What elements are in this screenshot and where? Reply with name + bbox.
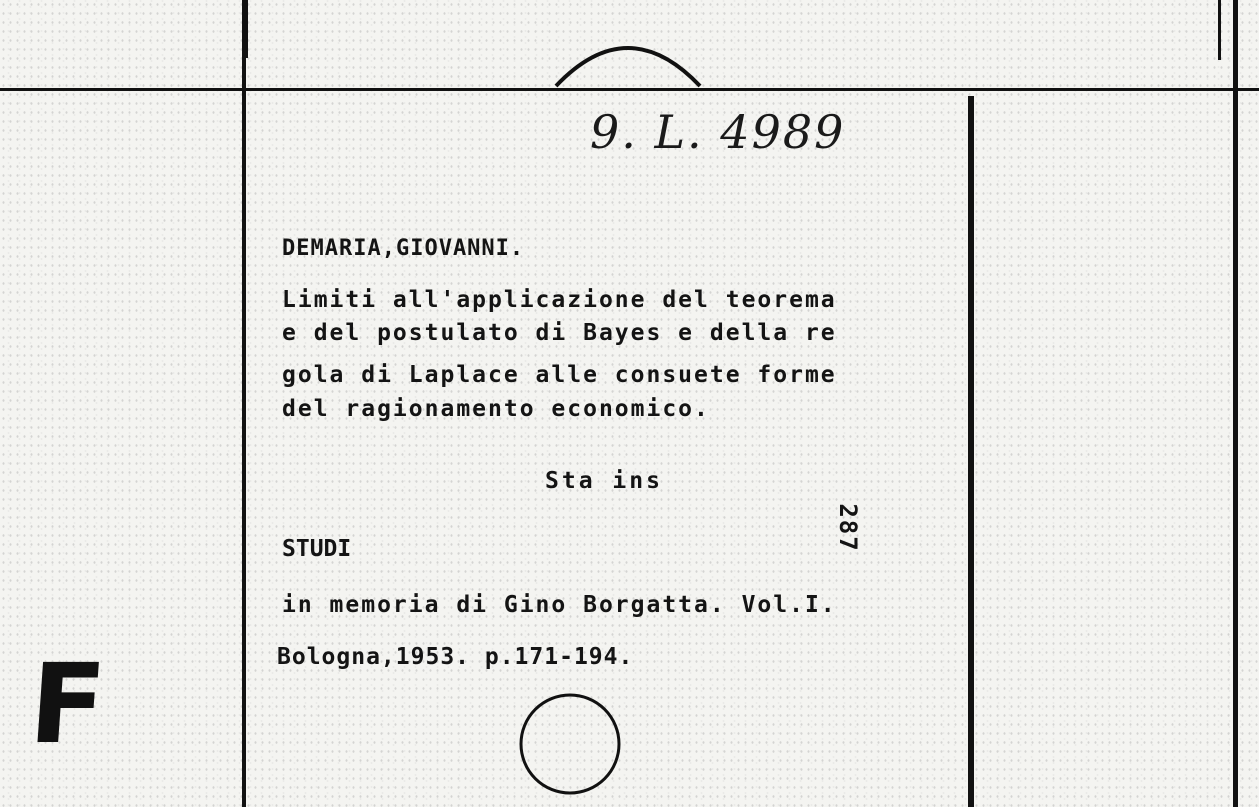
catalog-card	[242, 96, 972, 807]
collection-subtitle: in memoria di Gino Borgatta. Vol.I.	[282, 592, 837, 618]
left-card-edge-top	[245, 0, 248, 58]
vertical-number: 287	[834, 503, 862, 553]
title-line-4: del ragionamento economico.	[282, 396, 710, 422]
author-name: DEMARIA,GIOVANNI.	[282, 236, 525, 261]
margin-letter: F	[25, 640, 110, 768]
punch-hole-top	[548, 20, 708, 92]
shelfmark: 9. L. 4989	[590, 105, 846, 159]
far-right-edge	[1233, 0, 1238, 807]
reference-note: Sta ins	[545, 468, 663, 494]
imprint: Bologna,1953. p.171-194.	[277, 644, 634, 670]
far-right-edge-top	[1218, 0, 1221, 60]
title-line-3: gola di Laplace alle consuete forme	[282, 362, 837, 388]
title-line-1: Limiti all'applicazione del teorema	[282, 287, 837, 313]
collection-title: STUDI	[282, 536, 352, 562]
title-line-2: e del postulato di Bayes e della re	[282, 320, 837, 346]
